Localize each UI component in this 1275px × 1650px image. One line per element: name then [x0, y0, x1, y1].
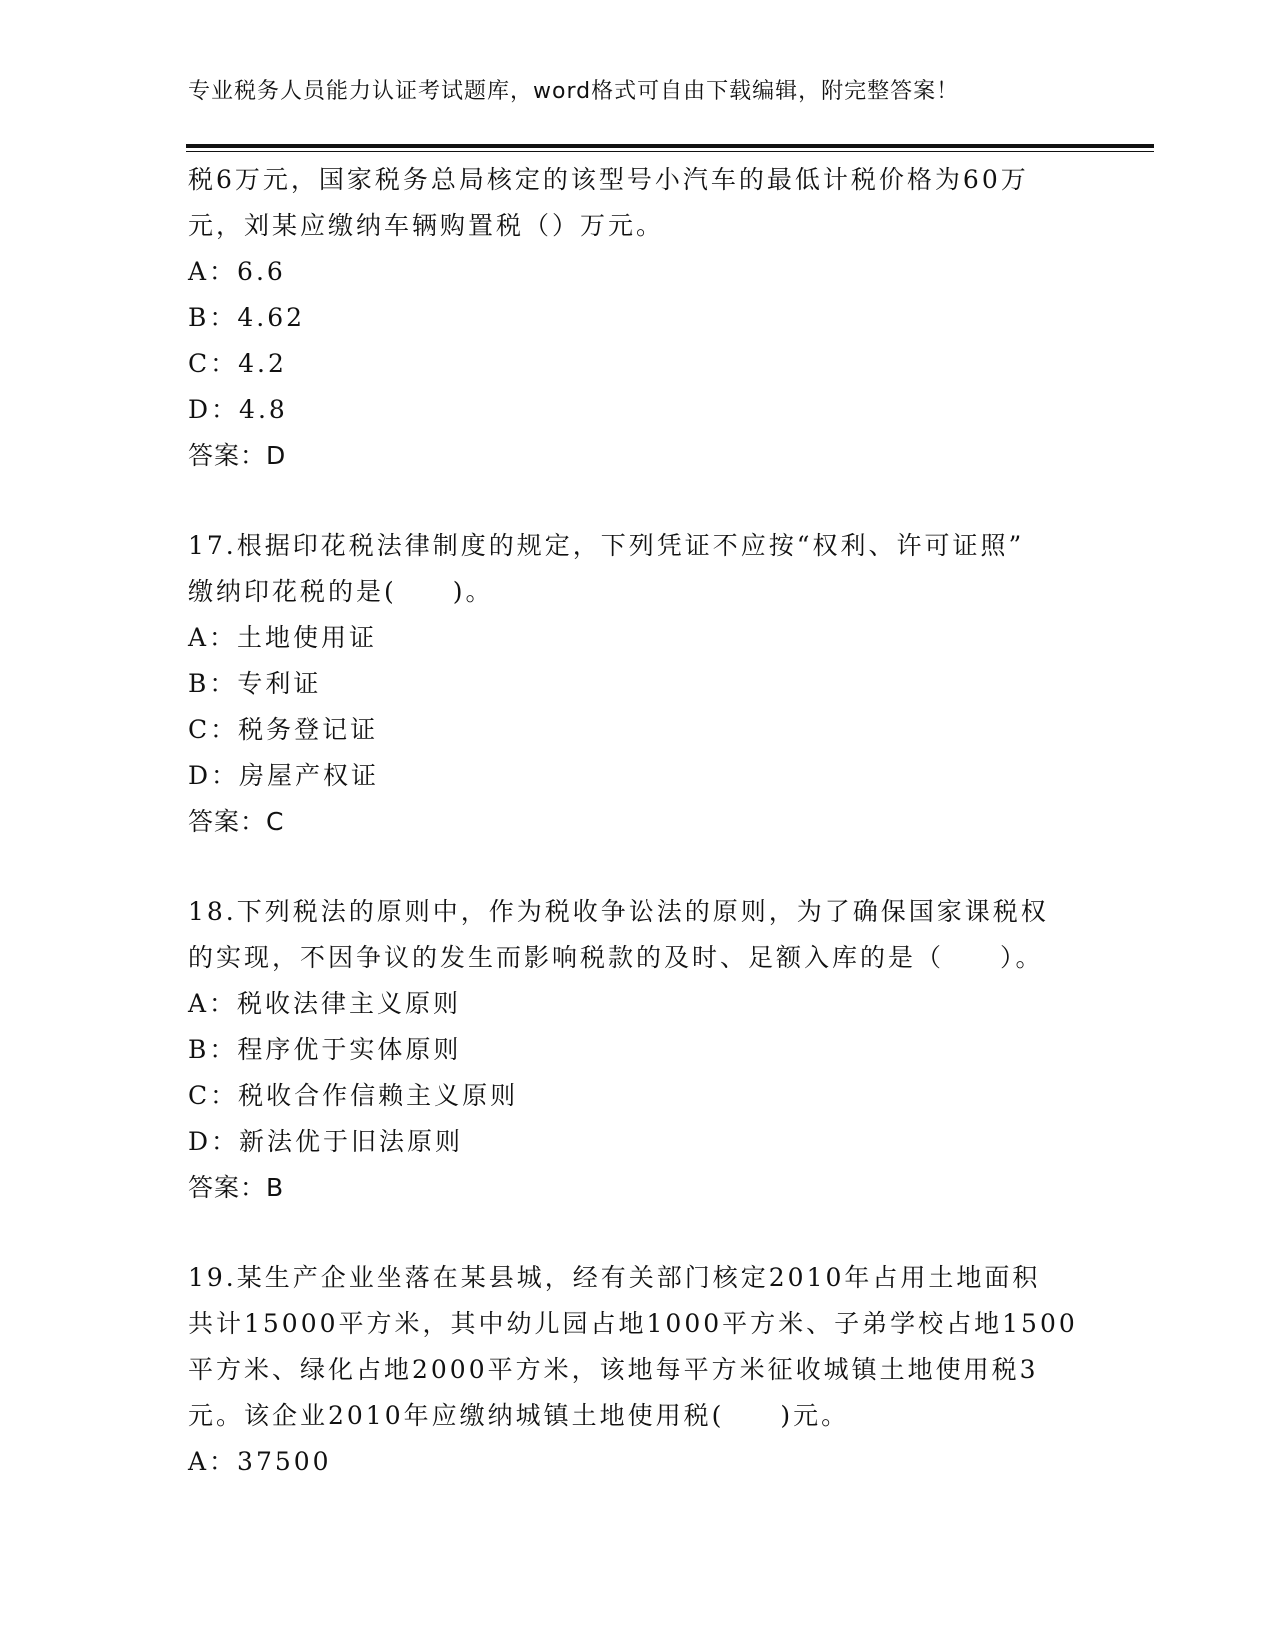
question-19: [188, 1255, 1088, 1485]
answer-line: 答案：D: [188, 441, 287, 470]
question-18: [188, 889, 1088, 1211]
question-text-line: 平方米、绿化占地2000平方米，该地每平方米征收城镇土地使用税3: [188, 1355, 1039, 1384]
header-rule-thick: [186, 144, 1154, 148]
question-text-line: 缴纳印花税的是( )。: [188, 577, 494, 606]
question-text-line: 18.下列税法的原则中，作为税收争讼法的原则，为了确保国家课税权: [188, 897, 1049, 926]
option-a: A：6.6: [188, 257, 286, 286]
option-b: B：程序优于实体原则: [188, 1035, 462, 1064]
header-rule-thin: [186, 151, 1154, 152]
option-c: C：4.2: [188, 349, 287, 378]
question-text-line: 的实现，不因争议的发生而影响税款的及时、足额入库的是（ ）。: [188, 943, 1044, 972]
option-c: C：税务登记证: [188, 715, 379, 744]
question-text-line: 共计15000平方米，其中幼儿园占地1000平方米、子弟学校占地1500: [188, 1309, 1078, 1338]
question-text-line: 元，刘某应缴纳车辆购置税（）万元。: [188, 211, 665, 240]
answer-line: 答案：B: [188, 1173, 285, 1202]
question-17: [188, 523, 1088, 845]
page-header: 专业税务人员能力认证考试题库，word格式可自由下载编辑，附完整答案！: [188, 79, 960, 104]
option-b: B：专利证: [188, 669, 322, 698]
option-a: A：土地使用证: [188, 623, 378, 652]
question-text-line: 税6万元，国家税务总局核定的该型号小汽车的最低计税价格为60万: [188, 165, 1029, 194]
option-d: D：房屋产权证: [188, 761, 380, 790]
question-text-line: 19.某生产企业坐落在某县城，经有关部门核定2010年占用土地面积: [188, 1263, 1041, 1292]
option-a: A：税收法律主义原则: [188, 989, 462, 1018]
option-c: C：税收合作信赖主义原则: [188, 1081, 519, 1110]
answer-line: 答案：C: [188, 807, 285, 836]
document-body: [188, 157, 1088, 1485]
option-a: A：37500: [188, 1447, 332, 1476]
option-b: B：4.62: [188, 303, 306, 332]
question-16-continued: [188, 157, 1088, 479]
option-d: D：新法优于旧法原则: [188, 1127, 464, 1156]
question-text-line: 元。该企业2010年应缴纳城镇土地使用税( )元。: [188, 1401, 850, 1430]
option-d: D：4.8: [188, 395, 288, 424]
question-text-line: 17.根据印花税法律制度的规定，下列凭证不应按“权利、许可证照”: [188, 531, 1025, 560]
